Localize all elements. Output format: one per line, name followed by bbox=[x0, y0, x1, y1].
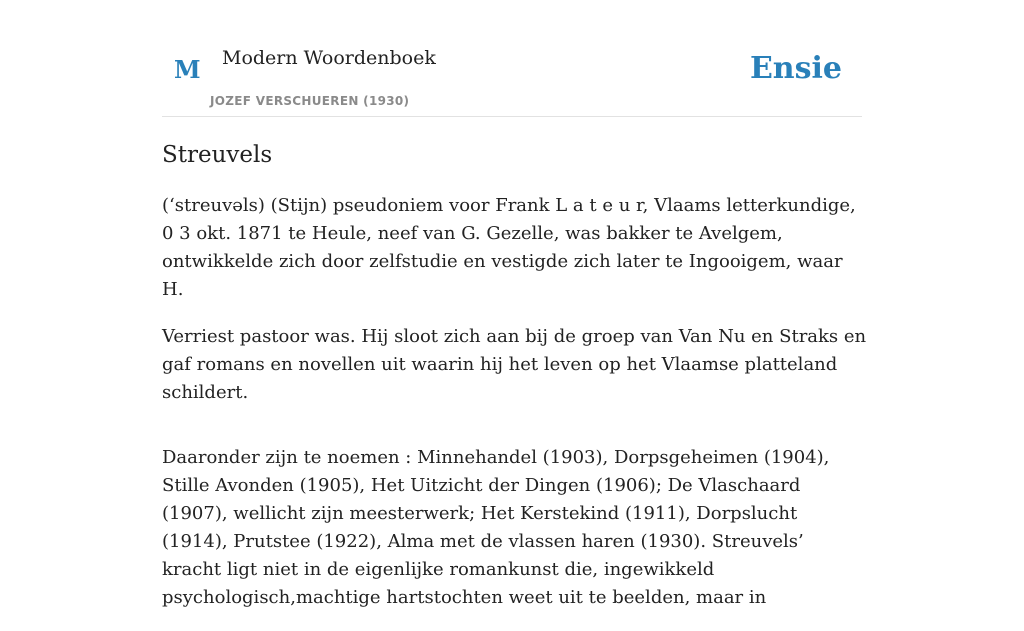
entry-paragraph: Daaronder zijn te noemen : Minnehandel (1903), Dorpsgeheimen (1904), Stille Avonden (1905), Het Uitzicht der Dingen (1906); De Vlaschaard (1907), wellicht zijn meesterwerk; Het Kerstekind (1911), Dorpslucht (1914), Prutstee (1922), Alma met de vlassen haren (1930). Streuvels’ kracht ligt niet in de eigenlijke romankunst die, ingewikkeld psychologisch,machtige hartstochten weet uit te beelden, maar in bbox=[162, 447, 830, 608]
book-author: JOZEF VERSCHUEREN (1930) bbox=[210, 94, 410, 108]
book-logo: M bbox=[174, 55, 201, 84]
entry-body bbox=[162, 192, 867, 631]
book-header bbox=[162, 0, 862, 117]
entry-title: Streuvels bbox=[162, 142, 273, 168]
book-title[interactable]: Modern Woordenboek bbox=[222, 47, 436, 69]
ensie-logo-link[interactable]: Ensie bbox=[749, 51, 842, 86]
entry-paragraph: Verriest pastoor was. Hij sloot zich aan bij de groep van Van Nu en Straks en gaf romans en novellen uit waarin hij het leven op het Vlaamse platteland schildert. bbox=[162, 326, 867, 403]
entry-paragraph: (‘streuvəls) (Stijn) pseudoniem voor Frank L a t e u r, Vlaams letterkundige, 0 3 okt. 1871 te Heule, neef van G. Gezelle, was bakker te Avelgem, ontwikkelde zich door zelfstudie en vestigde zich later te Ingooigem, waar H. bbox=[162, 195, 856, 300]
